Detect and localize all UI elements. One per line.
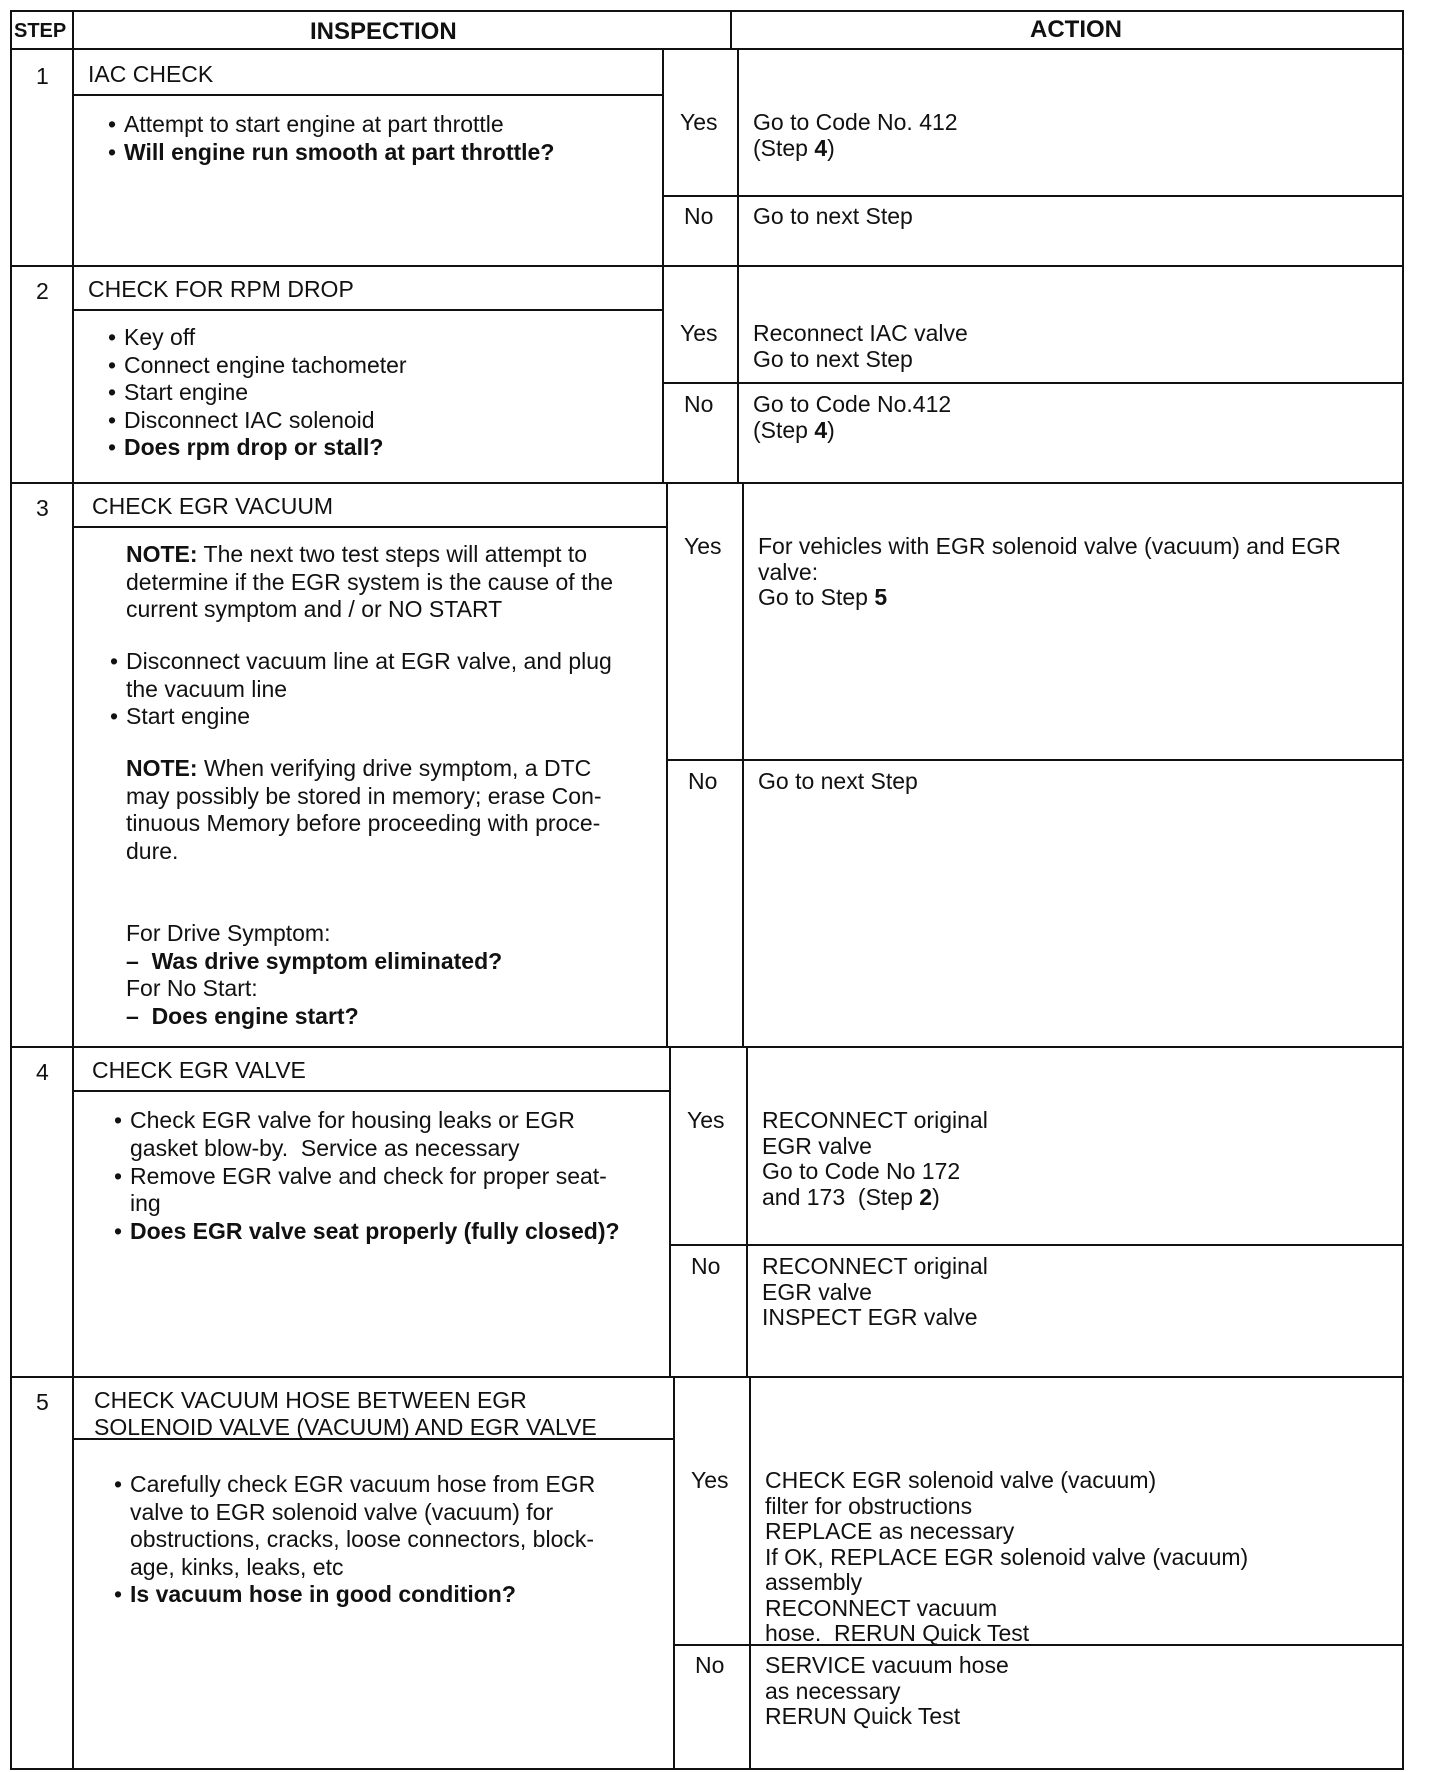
no-action-line: INSPECT EGR valve bbox=[762, 1304, 978, 1330]
inspection-line: Key off bbox=[124, 324, 196, 350]
step-number: 3 bbox=[36, 495, 49, 521]
step-title: IAC CHECK bbox=[88, 61, 214, 87]
yes-action-line: Reconnect IAC valve bbox=[753, 320, 968, 346]
col-inspection-divider bbox=[673, 1376, 675, 1768]
yes-action-line: RECONNECT original bbox=[762, 1107, 988, 1133]
inspection-line: – Was drive symptom eliminated? bbox=[126, 948, 503, 974]
bullet-dot: • bbox=[108, 352, 117, 378]
inspection-line: Attempt to start engine at part throttle bbox=[124, 111, 504, 137]
yes-action-line: REPLACE as necessary bbox=[765, 1518, 1015, 1544]
inspection-line: Is vacuum hose in good condition? bbox=[130, 1581, 516, 1607]
inspection-line: For No Start: bbox=[126, 975, 258, 1001]
step-number: 4 bbox=[36, 1059, 49, 1085]
step-number: 1 bbox=[36, 63, 49, 89]
inspection-line: Remove EGR valve and check for proper seat- bbox=[130, 1163, 607, 1189]
title-underline bbox=[74, 94, 662, 96]
yes-label: Yes bbox=[684, 533, 722, 559]
step-number: 5 bbox=[36, 1389, 49, 1415]
bullet-dot: • bbox=[108, 111, 117, 137]
step-title: CHECK EGR VALVE bbox=[92, 1057, 306, 1083]
inspection-line: ing bbox=[130, 1190, 161, 1216]
yes-action-line: hose. RERUN Quick Test bbox=[765, 1620, 1030, 1646]
inspection-line: obstructions, cracks, loose connectors, block- bbox=[130, 1526, 595, 1552]
col-inspection-divider bbox=[662, 265, 664, 482]
bullet-dot: • bbox=[108, 379, 117, 405]
yes-no-divider bbox=[662, 195, 1404, 197]
yes-label: Yes bbox=[680, 320, 718, 346]
yes-action-line: For vehicles with EGR solenoid valve (vacuum) and EGR bbox=[758, 533, 1341, 559]
yes-action-line: Go to Code No. 412 bbox=[753, 109, 958, 135]
frame-top bbox=[10, 10, 1404, 12]
inspection-line: Will engine run smooth at part throttle? bbox=[124, 139, 555, 165]
bullet-dot: • bbox=[108, 434, 117, 460]
yes-label: Yes bbox=[691, 1467, 729, 1493]
bullet-dot: • bbox=[114, 1471, 123, 1497]
col-yesno-divider bbox=[742, 482, 744, 1046]
yes-action-line: Go to Step 5 bbox=[758, 584, 888, 610]
inspection-line: Disconnect IAC solenoid bbox=[124, 407, 375, 433]
bullet-dot: • bbox=[114, 1218, 123, 1244]
inspection-line: Start engine bbox=[126, 703, 251, 729]
inspection-line: valve to EGR solenoid valve (vacuum) for bbox=[130, 1499, 554, 1525]
col-yesno-divider bbox=[737, 265, 739, 482]
no-action-line: as necessary bbox=[765, 1677, 901, 1704]
row-divider bbox=[10, 265, 1404, 267]
yes-action-line: (Step 4) bbox=[753, 134, 835, 161]
no-action-line: Go to Code No.412 bbox=[753, 391, 952, 417]
bullet-dot: • bbox=[114, 1163, 123, 1189]
col-yesno-divider bbox=[737, 50, 739, 265]
col-inspection-divider bbox=[666, 482, 668, 1046]
no-action-line: SERVICE vacuum hose bbox=[765, 1652, 1009, 1678]
yes-action-line: and 173 (Step 2) bbox=[762, 1183, 940, 1210]
inspection-line: NOTE: When verifying drive symptom, a DTC bbox=[126, 755, 592, 781]
yes-action-line: Go to Code No 172 bbox=[762, 1158, 961, 1184]
no-label: No bbox=[684, 391, 714, 417]
yes-action-line: assembly bbox=[765, 1569, 863, 1595]
bullet-dot: • bbox=[110, 703, 119, 729]
step-title: CHECK EGR VACUUM bbox=[92, 493, 334, 519]
inspection-line: – Does engine start? bbox=[126, 1003, 359, 1029]
step-number: 2 bbox=[36, 278, 49, 304]
no-action-line: Go to next Step bbox=[758, 768, 918, 794]
no-label: No bbox=[691, 1253, 721, 1279]
bullet-dot: • bbox=[108, 407, 117, 433]
inspection-line: dure. bbox=[126, 838, 179, 864]
step-title: CHECK VACUUM HOSE BETWEEN EGR bbox=[94, 1387, 527, 1413]
bullet-dot: • bbox=[114, 1581, 123, 1607]
yes-label: Yes bbox=[680, 109, 718, 135]
yes-action-line: RECONNECT vacuum bbox=[765, 1594, 998, 1621]
header-action: ACTION bbox=[1030, 16, 1122, 43]
inspection-line: current symptom and / or NO START bbox=[126, 596, 503, 622]
step-title: CHECK FOR RPM DROP bbox=[88, 276, 354, 302]
inspection-line: the vacuum line bbox=[126, 676, 288, 702]
col-step-divider bbox=[72, 10, 74, 1770]
inspection-line: may possibly be stored in memory; erase Con- bbox=[126, 783, 602, 809]
header-divider bbox=[10, 48, 1404, 50]
no-label: No bbox=[695, 1652, 725, 1678]
bullet-dot: • bbox=[108, 324, 117, 350]
no-label: No bbox=[688, 768, 718, 794]
yes-no-divider bbox=[662, 382, 1404, 384]
inspection-line: For Drive Symptom: bbox=[126, 920, 331, 946]
title-underline bbox=[74, 526, 666, 528]
frame-bottom bbox=[10, 1768, 1404, 1770]
inspection-line: NOTE: The next two test steps will attempt to bbox=[126, 541, 588, 567]
bullet-dot: • bbox=[110, 648, 119, 674]
header-inspection: INSPECTION bbox=[310, 18, 457, 45]
bullet-dot: • bbox=[108, 139, 117, 165]
inspection-line: gasket blow-by. Service as necessary bbox=[130, 1135, 520, 1161]
bullet-dot: • bbox=[114, 1107, 123, 1133]
inspection-line: Start engine bbox=[124, 379, 249, 405]
frame-right bbox=[1402, 10, 1404, 1770]
yes-action-line: Go to next Step bbox=[753, 345, 913, 372]
frame-left bbox=[10, 10, 12, 1770]
no-action-line: RECONNECT original bbox=[762, 1253, 988, 1279]
yes-no-divider bbox=[669, 1244, 1404, 1246]
row-divider bbox=[10, 1046, 1404, 1048]
no-action-line: EGR valve bbox=[762, 1278, 872, 1305]
inspection-line: Disconnect vacuum line at EGR valve, and plug bbox=[126, 648, 612, 674]
inspection-line: Does EGR valve seat properly (fully closed)? bbox=[130, 1218, 620, 1244]
title-underline bbox=[74, 309, 662, 311]
yes-action-line: EGR valve bbox=[762, 1132, 872, 1159]
col-header-divider bbox=[730, 10, 732, 48]
title-underline bbox=[74, 1090, 669, 1092]
row-divider bbox=[10, 482, 1404, 484]
inspection-line: determine if the EGR system is the cause of the bbox=[126, 569, 614, 595]
yes-action-line: If OK, REPLACE EGR solenoid valve (vacuum) bbox=[765, 1543, 1249, 1570]
row-divider bbox=[10, 1376, 1404, 1378]
yes-action-line: filter for obstructions bbox=[765, 1492, 973, 1519]
inspection-line: tinuous Memory before proceeding with proce- bbox=[126, 810, 601, 836]
inspection-line: Check EGR valve for housing leaks or EGR bbox=[130, 1107, 575, 1133]
inspection-line: Connect engine tachometer bbox=[124, 352, 407, 378]
no-action-line: (Step 4) bbox=[753, 416, 835, 443]
yes-action-line: CHECK EGR solenoid valve (vacuum) bbox=[765, 1467, 1157, 1493]
col-inspection-divider bbox=[669, 1046, 671, 1376]
col-yesno-divider bbox=[749, 1376, 751, 1768]
inspection-line: Carefully check EGR vacuum hose from EGR bbox=[130, 1471, 596, 1497]
yes-label: Yes bbox=[687, 1107, 725, 1133]
no-label: No bbox=[684, 203, 714, 229]
col-yesno-divider bbox=[746, 1046, 748, 1376]
step-title: SOLENOID VALVE (VACUUM) AND EGR VALVE bbox=[94, 1414, 597, 1440]
header-step: STEP bbox=[14, 20, 67, 42]
yes-action-line: valve: bbox=[758, 558, 819, 585]
col-inspection-divider bbox=[662, 50, 664, 265]
no-action-line: RERUN Quick Test bbox=[765, 1703, 961, 1729]
yes-no-divider bbox=[666, 759, 1404, 761]
no-action-line: Go to next Step bbox=[753, 203, 913, 229]
troubleshooting-table bbox=[10, 10, 1404, 1770]
inspection-line: Does rpm drop or stall? bbox=[124, 434, 384, 460]
inspection-line: age, kinks, leaks, etc bbox=[130, 1554, 344, 1580]
